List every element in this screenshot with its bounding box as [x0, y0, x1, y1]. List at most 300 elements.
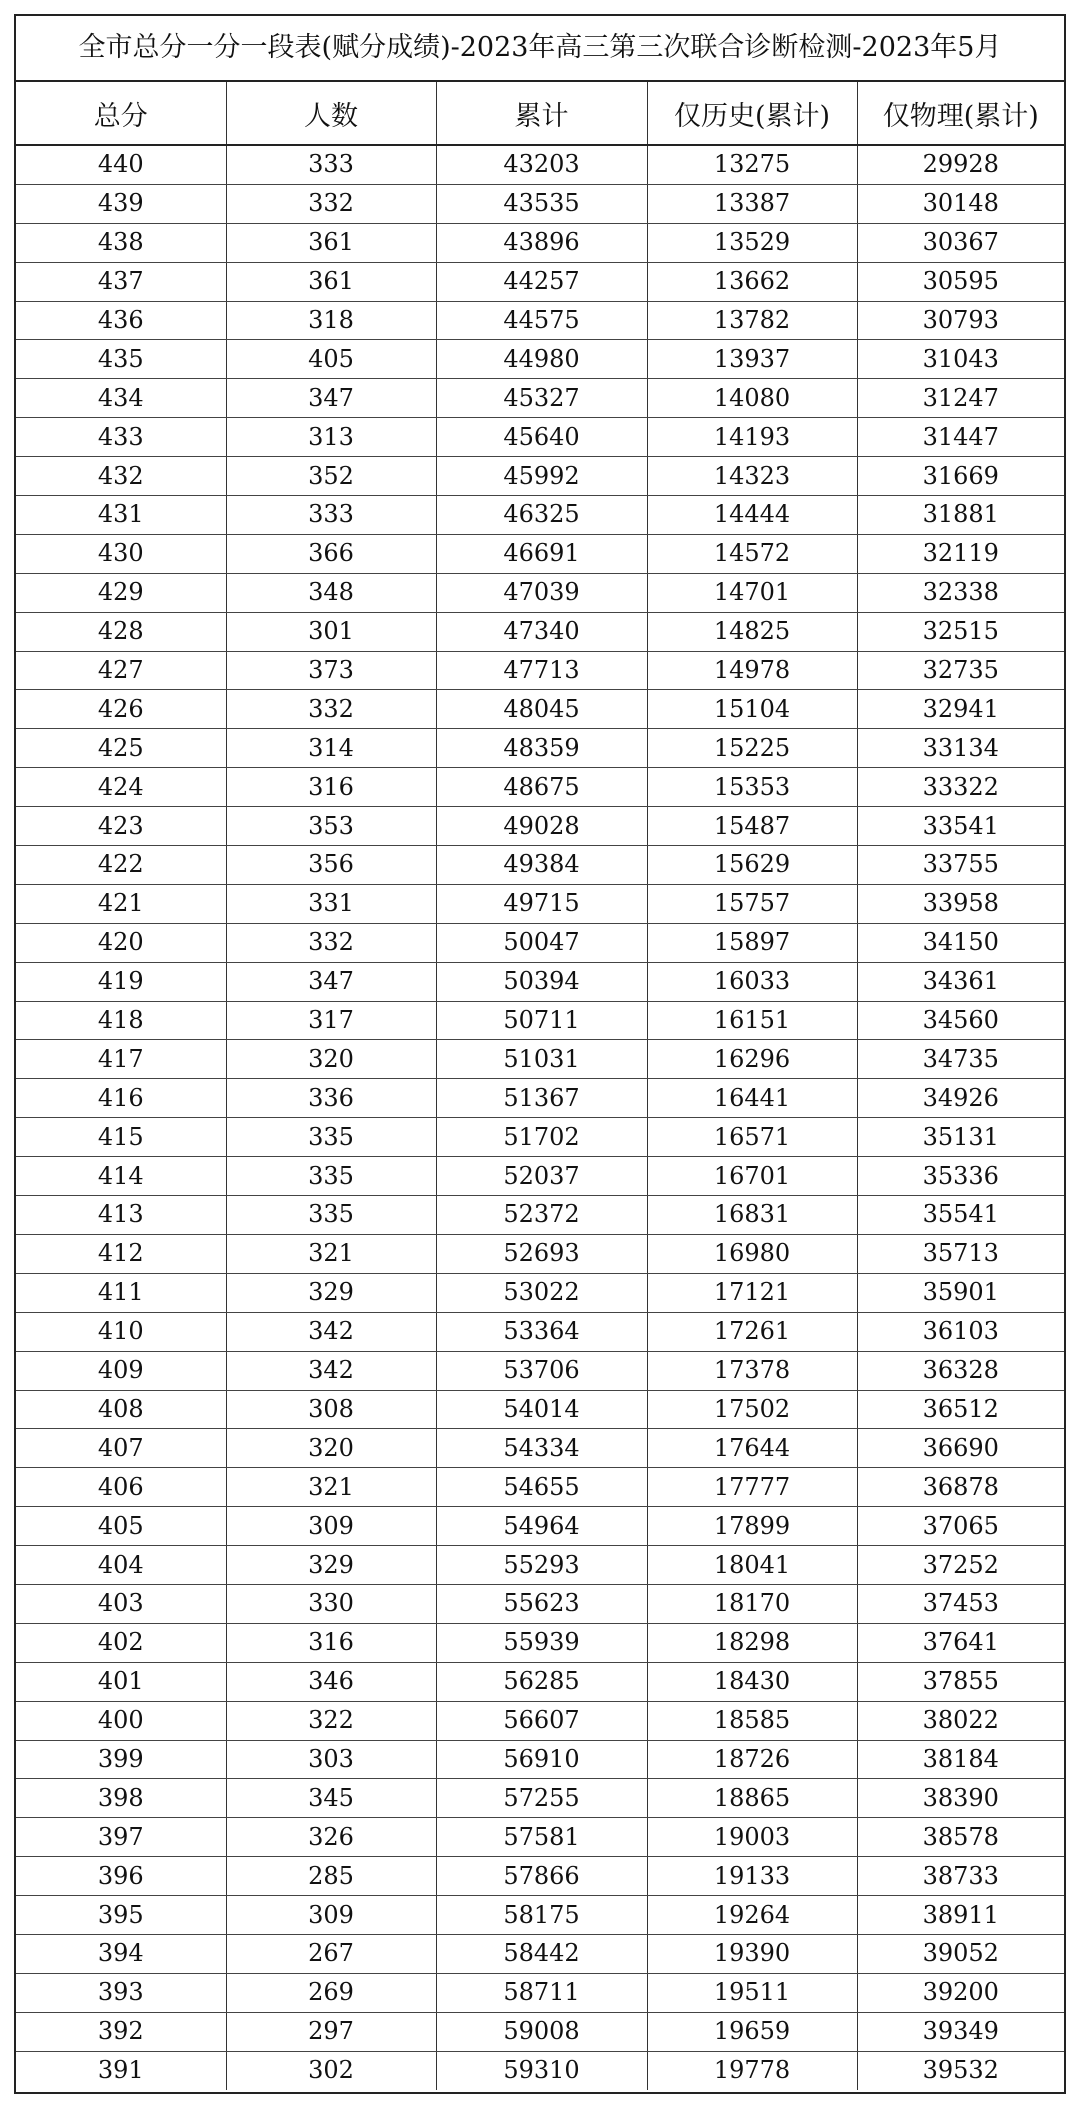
cell-history-cumulative: 15897: [647, 923, 857, 962]
cell-history-cumulative: 16033: [647, 962, 857, 1001]
cell-cumulative: 49384: [436, 846, 647, 885]
cell-count: 332: [226, 923, 436, 962]
cell-history-cumulative: 15353: [647, 768, 857, 807]
cell-count: 347: [226, 379, 436, 418]
table-row: [16, 729, 1064, 768]
cell-total-score: 420: [16, 923, 226, 962]
cell-history-cumulative: 13387: [647, 184, 857, 223]
table-row: [16, 1546, 1064, 1585]
cell-total-score: 430: [16, 534, 226, 573]
cell-physics-cumulative: 38733: [857, 1857, 1064, 1896]
cell-history-cumulative: 15629: [647, 846, 857, 885]
cell-count: 361: [226, 262, 436, 301]
cell-total-score: 391: [16, 2051, 226, 2089]
cell-cumulative: 54014: [436, 1390, 647, 1429]
cell-physics-cumulative: 36878: [857, 1468, 1064, 1507]
cell-count: 336: [226, 1079, 436, 1118]
cell-physics-cumulative: 33958: [857, 884, 1064, 923]
table-row: [16, 1429, 1064, 1468]
cell-total-score: 431: [16, 496, 226, 535]
cell-cumulative: 51031: [436, 1040, 647, 1079]
score-table-sheet: [14, 14, 1066, 2094]
table-row: [16, 1001, 1064, 1040]
cell-history-cumulative: 19659: [647, 2012, 857, 2051]
cell-cumulative: 49715: [436, 884, 647, 923]
cell-count: 352: [226, 457, 436, 496]
cell-count: 303: [226, 1740, 436, 1779]
cell-count: 309: [226, 1507, 436, 1546]
cell-count: 297: [226, 2012, 436, 2051]
cell-history-cumulative: 17899: [647, 1507, 857, 1546]
cell-count: 313: [226, 418, 436, 457]
table-row: [16, 1273, 1064, 1312]
cell-history-cumulative: 17777: [647, 1468, 857, 1507]
cell-cumulative: 48359: [436, 729, 647, 768]
cell-total-score: 409: [16, 1351, 226, 1390]
table-row: [16, 145, 1064, 184]
cell-total-score: 426: [16, 690, 226, 729]
table-row: [16, 1312, 1064, 1351]
cell-history-cumulative: 17502: [647, 1390, 857, 1429]
cell-physics-cumulative: 31881: [857, 496, 1064, 535]
table-row: [16, 807, 1064, 846]
table-row: [16, 301, 1064, 340]
cell-count: 316: [226, 1623, 436, 1662]
table-row: [16, 1157, 1064, 1196]
cell-physics-cumulative: 35541: [857, 1196, 1064, 1235]
cell-history-cumulative: 18585: [647, 1701, 857, 1740]
cell-history-cumulative: 16980: [647, 1234, 857, 1273]
cell-cumulative: 45640: [436, 418, 647, 457]
cell-cumulative: 56607: [436, 1701, 647, 1740]
cell-history-cumulative: 16701: [647, 1157, 857, 1196]
cell-total-score: 397: [16, 1818, 226, 1857]
cell-cumulative: 50394: [436, 962, 647, 1001]
cell-history-cumulative: 18041: [647, 1546, 857, 1585]
cell-physics-cumulative: 34361: [857, 962, 1064, 1001]
cell-total-score: 425: [16, 729, 226, 768]
cell-total-score: 435: [16, 340, 226, 379]
cell-history-cumulative: 15487: [647, 807, 857, 846]
header-count: 人数: [226, 82, 436, 145]
cell-history-cumulative: 17644: [647, 1429, 857, 1468]
cell-cumulative: 51702: [436, 1118, 647, 1157]
cell-total-score: 439: [16, 184, 226, 223]
table-row: [16, 1701, 1064, 1740]
cell-count: 316: [226, 768, 436, 807]
score-distribution-table: [16, 82, 1064, 2090]
header-total-score: 总分: [16, 82, 226, 145]
cell-count: 285: [226, 1857, 436, 1896]
cell-count: 346: [226, 1662, 436, 1701]
cell-count: 333: [226, 145, 436, 184]
table-row: [16, 457, 1064, 496]
table-row: [16, 496, 1064, 535]
cell-history-cumulative: 18865: [647, 1779, 857, 1818]
cell-history-cumulative: 18298: [647, 1623, 857, 1662]
table-row: [16, 651, 1064, 690]
cell-history-cumulative: 14323: [647, 457, 857, 496]
cell-count: 318: [226, 301, 436, 340]
cell-cumulative: 55623: [436, 1584, 647, 1623]
cell-total-score: 428: [16, 612, 226, 651]
cell-physics-cumulative: 35901: [857, 1273, 1064, 1312]
header-history-cumulative: 仅历史(累计): [647, 82, 857, 145]
cell-cumulative: 57866: [436, 1857, 647, 1896]
cell-count: 353: [226, 807, 436, 846]
cell-total-score: 417: [16, 1040, 226, 1079]
table-row: [16, 418, 1064, 457]
table-row: [16, 1740, 1064, 1779]
cell-count: 320: [226, 1429, 436, 1468]
cell-count: 320: [226, 1040, 436, 1079]
cell-physics-cumulative: 33755: [857, 846, 1064, 885]
cell-total-score: 407: [16, 1429, 226, 1468]
cell-physics-cumulative: 30793: [857, 301, 1064, 340]
cell-count: 342: [226, 1351, 436, 1390]
cell-cumulative: 57581: [436, 1818, 647, 1857]
cell-cumulative: 43535: [436, 184, 647, 223]
cell-cumulative: 47039: [436, 573, 647, 612]
cell-physics-cumulative: 37453: [857, 1584, 1064, 1623]
cell-total-score: 416: [16, 1079, 226, 1118]
cell-cumulative: 47713: [436, 651, 647, 690]
table-header: [16, 82, 1064, 145]
cell-history-cumulative: 14444: [647, 496, 857, 535]
cell-total-score: 394: [16, 1934, 226, 1973]
cell-cumulative: 56285: [436, 1662, 647, 1701]
cell-total-score: 415: [16, 1118, 226, 1157]
cell-cumulative: 59008: [436, 2012, 647, 2051]
table-row: [16, 1040, 1064, 1079]
cell-count: 335: [226, 1196, 436, 1235]
cell-history-cumulative: 19133: [647, 1857, 857, 1896]
cell-cumulative: 46691: [436, 534, 647, 573]
cell-total-score: 410: [16, 1312, 226, 1351]
cell-count: 348: [226, 573, 436, 612]
table-row: [16, 379, 1064, 418]
cell-physics-cumulative: 39349: [857, 2012, 1064, 2051]
table-row: [16, 1118, 1064, 1157]
table-row: [16, 1507, 1064, 1546]
cell-physics-cumulative: 38911: [857, 1896, 1064, 1935]
cell-physics-cumulative: 35713: [857, 1234, 1064, 1273]
cell-physics-cumulative: 34735: [857, 1040, 1064, 1079]
table-row: [16, 768, 1064, 807]
cell-history-cumulative: 16831: [647, 1196, 857, 1235]
cell-history-cumulative: 15225: [647, 729, 857, 768]
table-row: [16, 1662, 1064, 1701]
cell-count: 317: [226, 1001, 436, 1040]
cell-count: 342: [226, 1312, 436, 1351]
cell-history-cumulative: 14080: [647, 379, 857, 418]
cell-cumulative: 53022: [436, 1273, 647, 1312]
cell-count: 267: [226, 1934, 436, 1973]
cell-cumulative: 43896: [436, 223, 647, 262]
table-row: [16, 1857, 1064, 1896]
cell-physics-cumulative: 31447: [857, 418, 1064, 457]
cell-physics-cumulative: 33322: [857, 768, 1064, 807]
cell-history-cumulative: 14978: [647, 651, 857, 690]
cell-count: 331: [226, 884, 436, 923]
cell-total-score: 402: [16, 1623, 226, 1662]
cell-physics-cumulative: 33134: [857, 729, 1064, 768]
cell-cumulative: 45327: [436, 379, 647, 418]
table-row: [16, 1623, 1064, 1662]
cell-total-score: 412: [16, 1234, 226, 1273]
cell-physics-cumulative: 33541: [857, 807, 1064, 846]
cell-physics-cumulative: 35336: [857, 1157, 1064, 1196]
cell-total-score: 437: [16, 262, 226, 301]
cell-count: 321: [226, 1234, 436, 1273]
cell-cumulative: 43203: [436, 145, 647, 184]
cell-total-score: 404: [16, 1546, 226, 1585]
cell-total-score: 423: [16, 807, 226, 846]
cell-cumulative: 53364: [436, 1312, 647, 1351]
cell-count: 322: [226, 1701, 436, 1740]
table-row: [16, 1468, 1064, 1507]
cell-physics-cumulative: 36512: [857, 1390, 1064, 1429]
cell-history-cumulative: 16151: [647, 1001, 857, 1040]
header-row: [16, 82, 1064, 145]
cell-physics-cumulative: 36328: [857, 1351, 1064, 1390]
cell-total-score: 408: [16, 1390, 226, 1429]
cell-cumulative: 58442: [436, 1934, 647, 1973]
table-row: [16, 1779, 1064, 1818]
cell-total-score: 438: [16, 223, 226, 262]
cell-count: 405: [226, 340, 436, 379]
cell-total-score: 427: [16, 651, 226, 690]
cell-history-cumulative: 17378: [647, 1351, 857, 1390]
cell-total-score: 392: [16, 2012, 226, 2051]
cell-total-score: 393: [16, 1973, 226, 2012]
cell-count: 329: [226, 1546, 436, 1585]
cell-total-score: 433: [16, 418, 226, 457]
cell-total-score: 429: [16, 573, 226, 612]
cell-physics-cumulative: 30367: [857, 223, 1064, 262]
cell-cumulative: 59310: [436, 2051, 647, 2089]
cell-cumulative: 47340: [436, 612, 647, 651]
cell-cumulative: 55939: [436, 1623, 647, 1662]
header-cumulative: 累计: [436, 82, 647, 145]
cell-total-score: 436: [16, 301, 226, 340]
cell-physics-cumulative: 38578: [857, 1818, 1064, 1857]
table-row: [16, 1390, 1064, 1429]
cell-cumulative: 54655: [436, 1468, 647, 1507]
cell-cumulative: 52372: [436, 1196, 647, 1235]
cell-count: 345: [226, 1779, 436, 1818]
table-row: [16, 962, 1064, 1001]
cell-total-score: 413: [16, 1196, 226, 1235]
cell-physics-cumulative: 39200: [857, 1973, 1064, 2012]
cell-total-score: 403: [16, 1584, 226, 1623]
table-row: [16, 223, 1064, 262]
cell-count: 326: [226, 1818, 436, 1857]
cell-cumulative: 44257: [436, 262, 647, 301]
cell-total-score: 414: [16, 1157, 226, 1196]
cell-physics-cumulative: 36690: [857, 1429, 1064, 1468]
cell-physics-cumulative: 38390: [857, 1779, 1064, 1818]
cell-cumulative: 45992: [436, 457, 647, 496]
cell-total-score: 422: [16, 846, 226, 885]
cell-count: 329: [226, 1273, 436, 1312]
table-row: [16, 690, 1064, 729]
cell-count: 308: [226, 1390, 436, 1429]
cell-history-cumulative: 13937: [647, 340, 857, 379]
cell-physics-cumulative: 37252: [857, 1546, 1064, 1585]
cell-cumulative: 56910: [436, 1740, 647, 1779]
cell-history-cumulative: 15757: [647, 884, 857, 923]
cell-history-cumulative: 13662: [647, 262, 857, 301]
cell-cumulative: 58175: [436, 1896, 647, 1935]
table-row: [16, 573, 1064, 612]
cell-total-score: 411: [16, 1273, 226, 1312]
cell-cumulative: 52037: [436, 1157, 647, 1196]
cell-cumulative: 53706: [436, 1351, 647, 1390]
cell-history-cumulative: 13275: [647, 145, 857, 184]
cell-count: 301: [226, 612, 436, 651]
cell-history-cumulative: 14825: [647, 612, 857, 651]
table-row: [16, 1934, 1064, 1973]
cell-total-score: 406: [16, 1468, 226, 1507]
cell-count: 314: [226, 729, 436, 768]
cell-cumulative: 46325: [436, 496, 647, 535]
cell-physics-cumulative: 36103: [857, 1312, 1064, 1351]
cell-count: 302: [226, 2051, 436, 2089]
cell-cumulative: 54334: [436, 1429, 647, 1468]
cell-total-score: 401: [16, 1662, 226, 1701]
table-row: [16, 1234, 1064, 1273]
cell-physics-cumulative: 34150: [857, 923, 1064, 962]
table-row: [16, 884, 1064, 923]
cell-total-score: 424: [16, 768, 226, 807]
cell-physics-cumulative: 30595: [857, 262, 1064, 301]
cell-history-cumulative: 14701: [647, 573, 857, 612]
table-row: [16, 184, 1064, 223]
table-row: [16, 1584, 1064, 1623]
cell-history-cumulative: 17261: [647, 1312, 857, 1351]
cell-cumulative: 58711: [436, 1973, 647, 2012]
cell-cumulative: 44980: [436, 340, 647, 379]
cell-physics-cumulative: 32338: [857, 573, 1064, 612]
cell-physics-cumulative: 34926: [857, 1079, 1064, 1118]
cell-history-cumulative: 19778: [647, 2051, 857, 2089]
table-row: [16, 2051, 1064, 2089]
cell-cumulative: 50047: [436, 923, 647, 962]
table-row: [16, 534, 1064, 573]
cell-history-cumulative: 13782: [647, 301, 857, 340]
cell-cumulative: 50711: [436, 1001, 647, 1040]
cell-history-cumulative: 16571: [647, 1118, 857, 1157]
cell-count: 335: [226, 1118, 436, 1157]
cell-total-score: 398: [16, 1779, 226, 1818]
cell-total-score: 405: [16, 1507, 226, 1546]
cell-history-cumulative: 19003: [647, 1818, 857, 1857]
table-row: [16, 1896, 1064, 1935]
cell-count: 309: [226, 1896, 436, 1935]
header-physics-cumulative: 仅物理(累计): [857, 82, 1064, 145]
cell-total-score: 421: [16, 884, 226, 923]
cell-count: 347: [226, 962, 436, 1001]
cell-physics-cumulative: 31247: [857, 379, 1064, 418]
cell-count: 356: [226, 846, 436, 885]
cell-history-cumulative: 13529: [647, 223, 857, 262]
cell-physics-cumulative: 39052: [857, 1934, 1064, 1973]
table-row: [16, 1079, 1064, 1118]
cell-history-cumulative: 14572: [647, 534, 857, 573]
table-row: [16, 846, 1064, 885]
cell-history-cumulative: 15104: [647, 690, 857, 729]
cell-physics-cumulative: 35131: [857, 1118, 1064, 1157]
table-row: [16, 2012, 1064, 2051]
cell-history-cumulative: 18430: [647, 1662, 857, 1701]
cell-count: 330: [226, 1584, 436, 1623]
cell-history-cumulative: 18170: [647, 1584, 857, 1623]
table-row: [16, 262, 1064, 301]
cell-physics-cumulative: 30148: [857, 184, 1064, 223]
cell-total-score: 418: [16, 1001, 226, 1040]
cell-total-score: 440: [16, 145, 226, 184]
cell-cumulative: 55293: [436, 1546, 647, 1585]
cell-cumulative: 44575: [436, 301, 647, 340]
cell-physics-cumulative: 32515: [857, 612, 1064, 651]
cell-count: 333: [226, 496, 436, 535]
cell-total-score: 400: [16, 1701, 226, 1740]
cell-total-score: 399: [16, 1740, 226, 1779]
table-row: [16, 612, 1064, 651]
cell-physics-cumulative: 34560: [857, 1001, 1064, 1040]
table-row: [16, 923, 1064, 962]
cell-total-score: 434: [16, 379, 226, 418]
cell-physics-cumulative: 31669: [857, 457, 1064, 496]
table-row: [16, 1196, 1064, 1235]
cell-history-cumulative: 14193: [647, 418, 857, 457]
cell-physics-cumulative: 31043: [857, 340, 1064, 379]
cell-physics-cumulative: 37641: [857, 1623, 1064, 1662]
cell-total-score: 396: [16, 1857, 226, 1896]
cell-total-score: 432: [16, 457, 226, 496]
cell-count: 366: [226, 534, 436, 573]
cell-count: 373: [226, 651, 436, 690]
cell-count: 332: [226, 184, 436, 223]
cell-history-cumulative: 16296: [647, 1040, 857, 1079]
table-row: [16, 1351, 1064, 1390]
table-body: [16, 145, 1064, 2090]
cell-cumulative: 48045: [436, 690, 647, 729]
cell-history-cumulative: 19390: [647, 1934, 857, 1973]
cell-count: 332: [226, 690, 436, 729]
cell-count: 321: [226, 1468, 436, 1507]
cell-cumulative: 54964: [436, 1507, 647, 1546]
cell-physics-cumulative: 29928: [857, 145, 1064, 184]
cell-total-score: 395: [16, 1896, 226, 1935]
table-row: [16, 340, 1064, 379]
cell-history-cumulative: 16441: [647, 1079, 857, 1118]
cell-cumulative: 51367: [436, 1079, 647, 1118]
cell-physics-cumulative: 38184: [857, 1740, 1064, 1779]
cell-count: 335: [226, 1157, 436, 1196]
cell-physics-cumulative: 32941: [857, 690, 1064, 729]
table-row: [16, 1973, 1064, 2012]
cell-cumulative: 49028: [436, 807, 647, 846]
cell-total-score: 419: [16, 962, 226, 1001]
cell-physics-cumulative: 32735: [857, 651, 1064, 690]
cell-count: 361: [226, 223, 436, 262]
cell-cumulative: 52693: [436, 1234, 647, 1273]
cell-physics-cumulative: 38022: [857, 1701, 1064, 1740]
table-title: 全市总分一分一段表(赋分成绩)-2023年高三第三次联合诊断检测-2023年5月: [16, 16, 1064, 82]
cell-physics-cumulative: 39532: [922, 2056, 999, 2085]
